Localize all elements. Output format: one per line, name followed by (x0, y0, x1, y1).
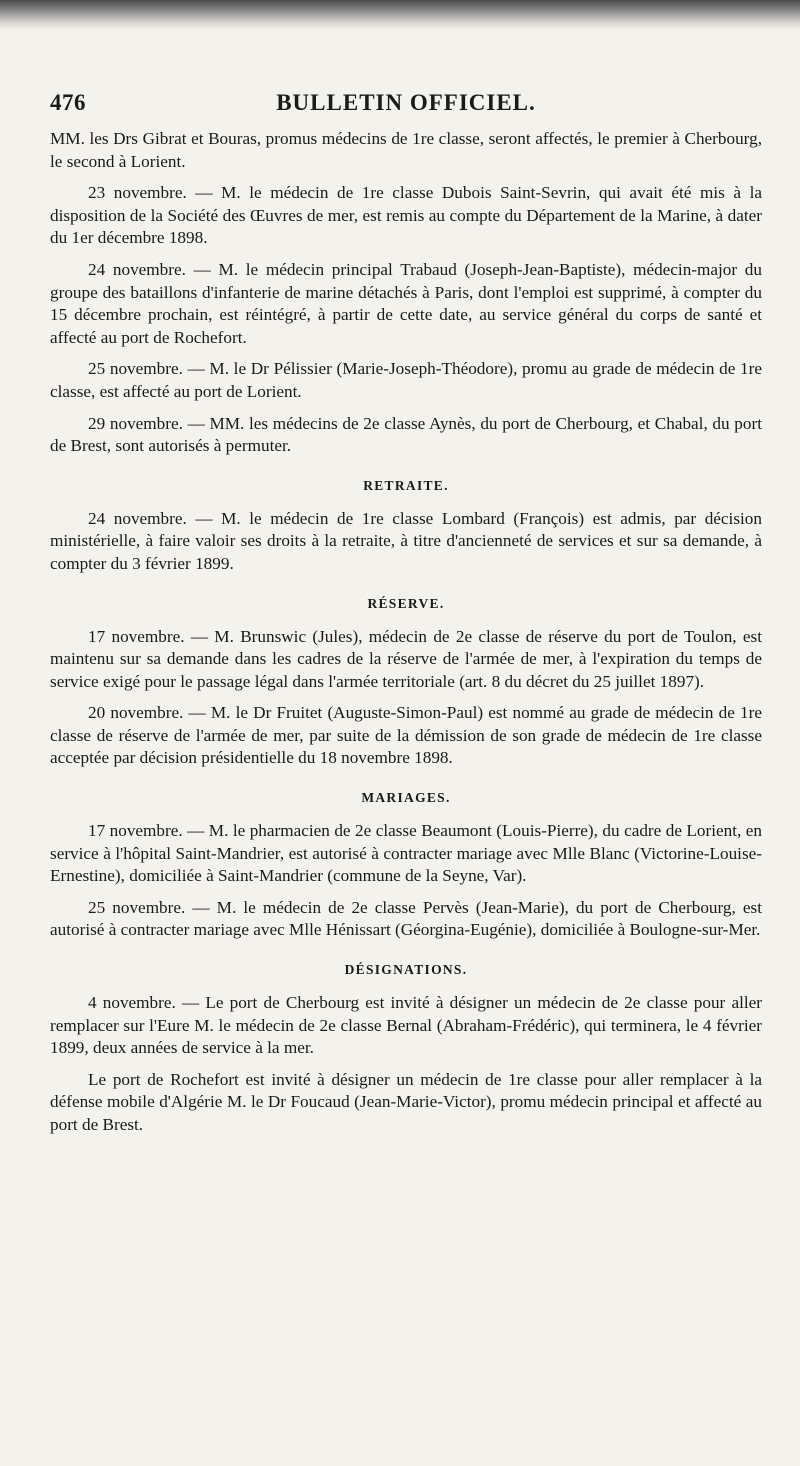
paragraph: 25 novembre. — M. le Dr Pélissier (Marie-Joseph-Théodore), promu au grade de médecin de 1re classe, est affecté au port de Lorient. (50, 359, 762, 401)
paragraph: 25 novembre. — M. le médecin de 2e classe Pervès (Jean-Marie), du port de Cherbourg, est autorisé à contracter mariage avec Mlle Hénissart (Géorgina-Eugénie), domiciliée à Boulogne-sur-Mer. (50, 897, 762, 940)
section-heading: RETRAITE. (363, 477, 449, 493)
paragraph: 20 novembre. — M. le Dr Fruitet (Auguste-Simon-Paul) est nommé au grade de médecin de 1re classe de réserve de l'armée de mer, par suite de la démission de son grade de médecin de 1re classe acceptée par décision présidentielle du 18 novembre 1898. (50, 703, 762, 768)
section-reserve (50, 596, 762, 771)
section-heading: DÉSIGNATIONS. (344, 962, 468, 978)
paragraph: 4 novembre. — Le port de Cherbourg est invité à désigner un médecin de 2e classe pour aller remplacer sur l'Eure M. le médecin de 2e classe Bernal (Abraham-Frédéric), qui terminera, le 4 février 1899, deux années de service à la mer. (50, 993, 762, 1058)
paragraph: 17 novembre. — M. Brunswic (Jules), médecin de 2e classe de réserve du port de Toulon, est maintenu sur sa demande dans les cadres de la réserve de l'armée de mer, à l'expiration du temps de service exigé pour le passage légal dans l'armée territoriale (art. 8 du décret du 25 juillet 1897). (50, 626, 762, 691)
paragraph: 23 novembre. — M. le médecin de 1re classe Dubois Saint-Sevrin, qui avait été mis à la disposition de la Société des Œuvres de mer, est remis au compte du Département de la Marine, à dater du 1er décembre 1898. (50, 183, 762, 248)
section-nominations (50, 128, 762, 458)
page-number: 476 (50, 90, 86, 115)
section-designations (50, 962, 762, 1137)
section-retraite (50, 478, 762, 576)
scan-top-edge (0, 0, 800, 30)
paragraph: 24 novembre. — M. le médecin principal Trabaud (Joseph-Jean-Baptiste), médecin-major du groupe des bataillons d'infanterie de marine détachés à Paris, dont l'emploi est supprimé, à compter du 15 décembre prochain, est réintégré, à partir de cette date, au service général du corps de santé et affecté au port de Rochefort. (50, 259, 762, 347)
paragraph: 29 novembre. — MM. les médecins de 2e classe Aynès, du port de Cherbourg, et Chabal, du port de Brest, sont autorisés à permuter. (50, 413, 762, 456)
paragraph: 24 novembre. — M. le médecin de 1re classe Lombard (François) est admis, par décision ministérielle, à faire valoir ses droits à la retraite, à titre d'ancienneté de services et sur sa demande, à compter du 3 février 1899. (50, 508, 762, 573)
section-heading: MARIAGES. (361, 790, 451, 806)
page-header (50, 90, 762, 128)
section-mariages (50, 790, 762, 942)
paragraph: MM. les Drs Gibrat et Bouras, promus médecins de 1re classe, seront affectés, le premier à Cherbourg, le second à Lorient. (50, 129, 762, 171)
section-heading: RÉSERVE. (367, 595, 445, 611)
paragraph: 17 novembre. — M. le pharmacien de 2e classe Beaumont (Louis-Pierre), du cadre de Lorient, en service à l'hôpital Saint-Mandrier, est autorisé à contracter mariage avec Mlle Blanc (Victorine-Louise-Ernestine), domiciliée à Saint-Mandrier (commune de la Seyne, Var). (50, 821, 762, 886)
page (50, 90, 762, 1146)
paragraph: Le port de Rochefort est invité à désigner un médecin de 1re classe pour aller remplacer à la défense mobile d'Algérie M. le Dr Foucaud (Jean-Marie-Victor), promu médecin principal et affecté au port de Brest. (50, 1069, 762, 1134)
running-title: BULLETIN OFFICIEL. (276, 90, 536, 115)
